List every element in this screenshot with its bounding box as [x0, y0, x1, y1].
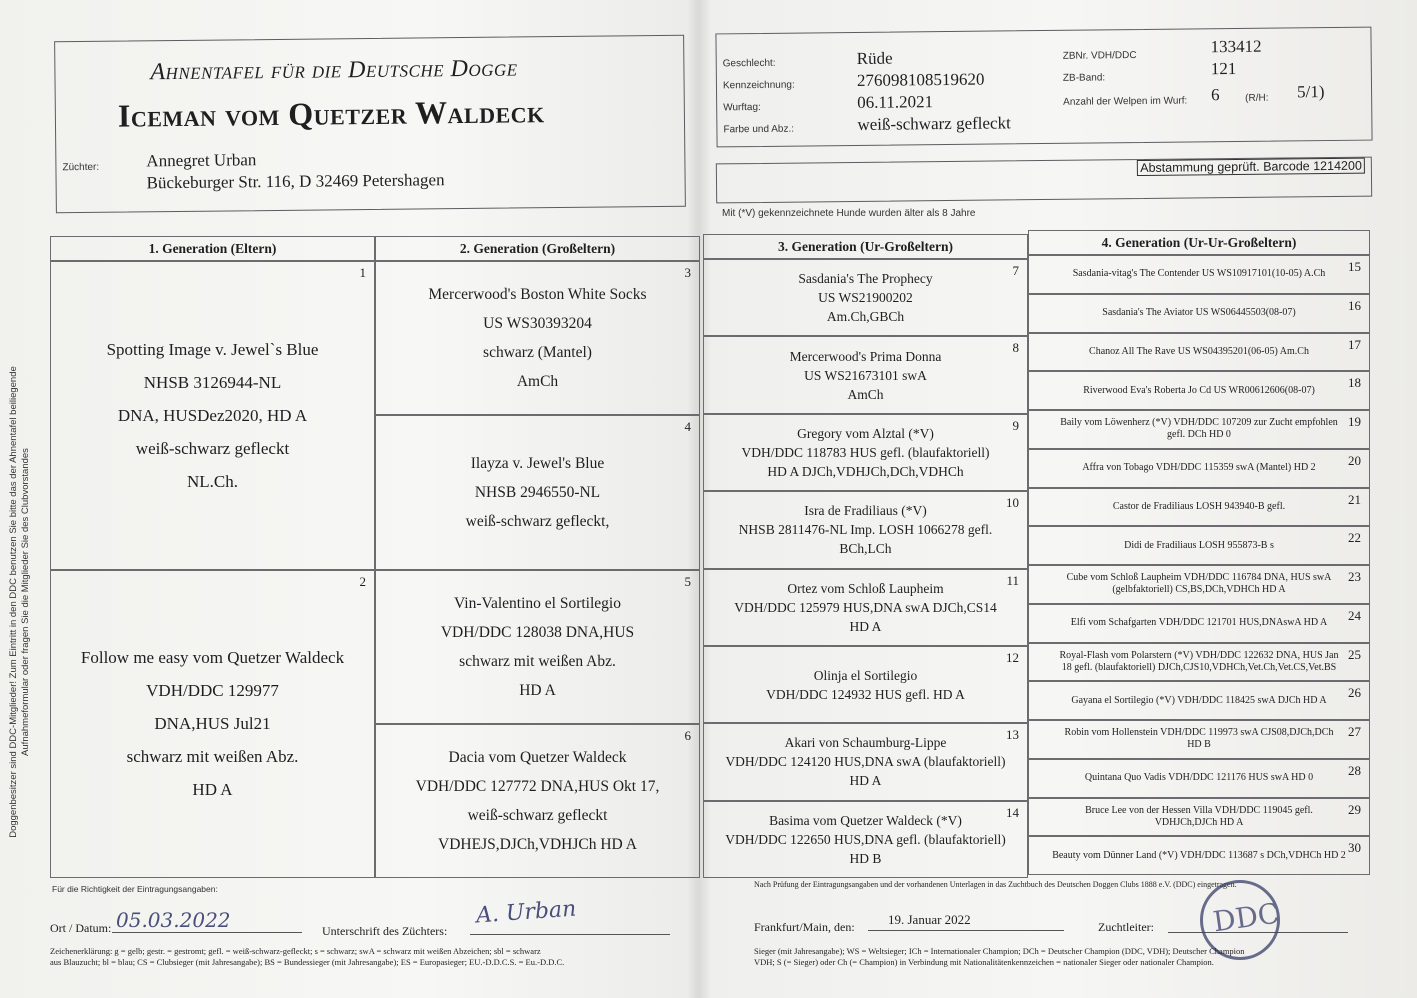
ancestor-number: 26 — [1348, 685, 1361, 701]
ancestor-detail: AmCh — [516, 373, 559, 391]
gen4-dog-18 — [1028, 371, 1370, 410]
ancestor-detail: NHSB 2946550-NL — [474, 483, 601, 501]
ancestor-detail: HD A — [519, 681, 556, 699]
legend-right — [754, 946, 1245, 968]
ancestor-detail: HD A — [849, 773, 882, 789]
side-note-line-1: Doggenbesitzer sind DDC-Mitglieder! Zum Eintritt in den DDC benutzen Sie bitte das der Ahnentafel beiliegende — [8, 366, 19, 838]
ancestor-name: Elfi vom Schafgarten VDH/DDC 121701 HUS,DNAswA HD A — [1070, 617, 1328, 629]
legend-left-line-2: aus Blauzucht; bl = blau; CS = Clubsieger (mit Jahresangabe); BS = Bundessieger (mit Jahresangabe); ES = Europasieger; EU.-D.D.C.S. = Eu.-D.D.C. — [50, 957, 565, 967]
ancestor-number: 24 — [1348, 607, 1361, 623]
ancestor-number: 20 — [1348, 452, 1361, 468]
ancestor-number: 13 — [1006, 727, 1019, 743]
gen4-dog-17 — [1028, 333, 1370, 372]
ancestor-number: 22 — [1348, 530, 1361, 546]
ancestor-detail: VDH/DDC 127772 DNA,HUS Okt 17, — [415, 777, 660, 795]
gen2-dog-3 — [375, 261, 700, 415]
ancestor-number: 5 — [684, 573, 691, 589]
header-gen2: 2. Generation (Großeltern) — [375, 236, 700, 261]
ancestor-name: Gayana el Sortilegio (*V) VDH/DDC 118425 swA DJCh HD A — [1071, 694, 1327, 706]
registry-check-note: Nach Prüfung der Eintragungsangaben und der vorhandenen Unterlagen in das Zuchtbuch des Deutschen Doggen Clubs 1888 e.V. (DDC) eingetragen. — [754, 880, 1237, 889]
gen4-dog-20 — [1028, 449, 1370, 488]
ancestor-number: 29 — [1348, 801, 1361, 817]
place-date-value: 05.03.2022 — [116, 908, 231, 932]
ancestor-detail: DNA,HUS Jul21 — [154, 714, 271, 734]
ancestor-number: 7 — [1012, 263, 1019, 278]
age-note: Mit (*V) gekennzeichnete Hunde wurden älter als 8 Jahre — [722, 208, 976, 219]
ancestor-name: Isra de Fradiliaus (*V) — [804, 503, 927, 519]
gen4-dog-26 — [1028, 681, 1370, 720]
ancestor-detail: weiß-schwarz gefleckt — [135, 438, 290, 458]
breeder-signature: A. Urban — [475, 896, 578, 929]
correctness-note: Für die Richtigkeit der Eintragungsangaben: — [52, 884, 218, 894]
zb-number-label: ZBNr. VDH/DDC — [1062, 50, 1137, 62]
gen3-dog-9 — [703, 414, 1028, 491]
ancestor-detail: HD A DJCh,VDHJCh,DCh,VDHCh — [767, 463, 964, 479]
gen2-dog-6 — [375, 724, 700, 878]
ancestor-detail: US WS21673101 swA — [804, 367, 927, 383]
ancestor-name: Gregory vom Alztal (*V) — [797, 425, 934, 441]
pups-value: 6 — [1210, 85, 1220, 105]
ancestor-name: Basima vom Quetzer Waldeck (*V) — [769, 812, 962, 828]
zb-band-label: ZB-Band: — [1062, 72, 1106, 84]
dog-name-title: Iceman vom Quetzer Waldeck — [117, 93, 545, 134]
ancestor-detail: VDH/DDC 129977 — [146, 681, 279, 701]
legend-right-line-2: VDH; S (= Sieger) oder Ch (= Champion) in Verbindung mit Nationalitätenkennzeichen = nationaler Sieger oder nationaler Champion. — [754, 957, 1214, 967]
ancestor-detail: VDH/DDC 128038 DNA,HUS — [440, 623, 635, 641]
legend-left-line-1: Zeichenerklärung: g = gelb; gestr. = gestromt; gefl. = weiß-schwarz-gefleckt; s = schwarz; swA = schwarz mit weißen Abzeichen; sbl = schwarz — [50, 946, 541, 956]
ancestor-number: 25 — [1348, 646, 1361, 662]
place-date-label: Ort / Datum: — [50, 921, 112, 935]
ancestor-name: Ilayza v. Jewel's Blue — [470, 454, 605, 472]
legend-right-line-1: Sieger (mit Jahresangabe); WS = Weltsieger; ICh = Internationaler Champion; DCh = Deutscher Champion (DDC, VDH); Deutscher Champion — [754, 946, 1245, 956]
ancestor-detail: NL.Ch. — [187, 471, 238, 491]
verification-box — [716, 157, 1372, 204]
gen3-dog-11 — [703, 569, 1028, 646]
gen2-dog-4 — [375, 415, 700, 569]
gen4-dog-25 — [1028, 643, 1370, 682]
pedigree-subtitle: Ahnentafel für die Deutsche Dogge — [150, 55, 518, 86]
ancestor-detail: HD B — [849, 850, 882, 866]
ancestor-number: 3 — [684, 265, 691, 280]
litter-date-value: 06.11.2021 — [857, 92, 934, 112]
ancestor-detail: schwarz mit weißen Abz. — [126, 747, 299, 767]
ancestor-detail: weiß-schwarz gefleckt — [467, 806, 608, 824]
pups-label: Anzahl der Welpen im Wurf: — [1063, 95, 1188, 108]
gen4-dog-15 — [1028, 255, 1370, 294]
ancestor-detail: Am.Ch,GBCh — [826, 309, 905, 325]
ancestor-detail: (gelbfaktoriell) CS,BS,DCh,VDHCh HD A — [1112, 584, 1286, 596]
gen1-dog-2 — [50, 570, 375, 879]
ancestor-number: 28 — [1348, 762, 1361, 778]
zb-band-value: 121 — [1210, 58, 1237, 79]
header-gen4: 4. Generation (Ur-Ur-Großeltern) — [1028, 230, 1370, 255]
ancestor-number: 4 — [684, 419, 691, 435]
breeding-manager-label: Zuchtleiter: — [1098, 920, 1154, 934]
ancestor-number: 16 — [1348, 297, 1361, 313]
place-date-line — [112, 932, 302, 933]
ancestor-name: Castor de Fradiliaus LOSH 943940-B gefl. — [1112, 500, 1286, 512]
ancestor-name: Sasdania's The Prophecy — [798, 271, 933, 287]
ancestor-detail: schwarz mit weißen Abz. — [459, 652, 616, 670]
gen4-dog-30 — [1028, 836, 1370, 875]
ancestor-number: 1 — [359, 265, 366, 280]
ancestor-number: 10 — [1006, 495, 1019, 511]
ancestor-name: Robin vom Hollenstein VDH/DDC 119973 swA CJS08,DJCh,DCh — [1064, 727, 1334, 739]
ancestor-number: 15 — [1348, 259, 1361, 274]
ancestor-name: Quintana Quo Vadis VDH/DDC 121176 HUS swA HD 0 — [1084, 772, 1314, 784]
ancestor-name: Olinja el Sortilegio — [813, 667, 918, 683]
gen1-dog-1 — [50, 261, 375, 570]
gen4-dog-16 — [1028, 294, 1370, 333]
ancestor-number: 6 — [684, 727, 691, 743]
chip-value: 276098108519620 — [856, 69, 985, 90]
registry-date-line — [868, 930, 1064, 931]
registry-date: 19. Januar 2022 — [888, 912, 971, 927]
gen4-dog-19 — [1028, 410, 1370, 449]
ancestor-number: 9 — [1012, 417, 1019, 433]
ancestor-name: Akari von Schaumburg-Lippe — [784, 735, 947, 751]
ancestor-detail: AmCh — [847, 386, 884, 402]
ancestor-detail: NHSB 2811476-NL Imp. LOSH 1066278 gefl. — [738, 522, 993, 538]
ancestor-name: Vin-Valentino el Sortilegio — [454, 594, 621, 612]
ancestor-name: Sasdania's The Aviator US WS06445503(08-07) — [1102, 307, 1296, 319]
title-box — [54, 35, 686, 214]
verification-stamp: Abstammung geprüft. Barcode 1214200 — [1137, 158, 1365, 176]
gen4-dog-22 — [1028, 526, 1370, 565]
breeder-signature-line — [470, 934, 670, 935]
breeder-signature-label: Unterschrift des Züchters: — [322, 924, 448, 938]
ancestor-detail: schwarz (Mantel) — [483, 344, 592, 362]
ancestor-number: 8 — [1012, 340, 1019, 356]
gen3-dog-14 — [703, 801, 1028, 878]
ancestor-detail: US WS30393204 — [483, 315, 592, 333]
ancestor-name: Cube vom Schloß Laupheim VDH/DDC 116784 DNA, HUS swA — [1066, 572, 1332, 584]
ancestor-detail: VDH/DDC 125979 HUS,DNA swA DJCh,CS14 — [734, 599, 997, 615]
ancestor-detail: HD B — [1187, 739, 1211, 751]
gen4-dog-28 — [1028, 759, 1370, 798]
ancestor-detail: VDH/DDC 124932 HUS gefl. HD A — [766, 686, 965, 702]
legend-left — [50, 946, 564, 968]
color-value: weiß-schwarz gefleckt — [857, 113, 1011, 134]
gen4-dog-27 — [1028, 720, 1370, 759]
gen4-dog-29 — [1028, 798, 1370, 837]
gen3-dog-7 — [703, 259, 1028, 336]
sex-value: Rüde — [856, 48, 893, 68]
litter-date-label: Wurftag: — [723, 101, 761, 114]
zb-number-value: 133412 — [1210, 36, 1262, 57]
ancestor-name: Spotting Image v. Jewel`s Blue — [106, 339, 319, 359]
color-label: Farbe und Abz.: — [723, 123, 795, 136]
ancestor-number: 30 — [1348, 840, 1361, 856]
ancestor-detail: VDH/DDC 118783 HUS gefl. (blaufaktoriell) — [741, 444, 990, 460]
ancestor-name: Mercerwood's Prima Donna — [789, 348, 942, 364]
ancestor-name: Baily vom Löwenherz (*V) VDH/DDC 107209 zur Zucht empfohlen — [1060, 417, 1338, 429]
ancestor-name: Chanoz All The Rave US WS04395201(06-05) Am.Ch — [1089, 345, 1309, 357]
sex-label: Geschlecht: — [722, 57, 776, 70]
ancestor-detail: VDH/DDC 124120 HUS,DNA swA (blaufaktoriell) — [725, 754, 1006, 770]
ancestor-name: Follow me easy vom Quetzer Waldeck — [80, 648, 345, 668]
ancestor-number: 19 — [1348, 414, 1361, 429]
gen3-dog-10 — [703, 491, 1028, 568]
breeder-address: Bückeburger Str. 116, D 32469 Petershagen — [146, 170, 445, 193]
gen3-dog-13 — [703, 723, 1028, 800]
ancestor-detail: gefl. DCh HD 0 — [1167, 429, 1231, 441]
ancestor-number: 23 — [1348, 569, 1361, 584]
ancestor-name: Didi de Fradiliaus LOSH 955873-B s — [1124, 539, 1274, 551]
ancestor-number: 17 — [1348, 336, 1361, 352]
gen3-dog-8 — [703, 336, 1028, 413]
gen2-dog-5 — [375, 570, 700, 724]
header-gen3: 3. Generation (Ur-Großeltern) — [703, 234, 1028, 259]
ancestor-detail: VDH/DDC 122650 HUS,DNA gefl. (blaufaktoriell) — [725, 831, 1006, 847]
ancestor-name: Mercerwood's Boston White Socks — [428, 286, 647, 304]
rh-value: 5/1) — [1296, 82, 1325, 102]
gen4-dog-23 — [1028, 565, 1370, 604]
ancestor-number: 18 — [1348, 375, 1361, 391]
ancestor-name: Beauty vom Dünner Land (*V) VDH/DDC 113687 s DCh,VDHCh HD 2 — [1052, 849, 1346, 861]
ancestor-number: 27 — [1348, 724, 1361, 739]
ancestor-name: Affra von Tobago VDH/DDC 115359 swA (Mantel) HD 2 — [1082, 462, 1316, 474]
ancestor-detail: VDHJCh,DJCh HD A — [1154, 816, 1244, 828]
ancestor-number: 11 — [1006, 572, 1019, 588]
ancestor-detail: US WS21900202 — [818, 290, 913, 306]
breeder-label: Züchter: — [62, 161, 100, 174]
ancestor-number: 2 — [359, 573, 366, 589]
rh-label: (R/H: — [1245, 92, 1269, 104]
ancestor-number: 12 — [1006, 649, 1019, 665]
breeder-name: Annegret Urban — [146, 150, 257, 171]
side-note — [8, 252, 32, 952]
ancestor-name: Bruce Lee von der Hessen Villa VDH/DDC 119045 gefl. — [1085, 804, 1313, 816]
gen4-dog-21 — [1028, 488, 1370, 527]
ancestor-name: Sasdania-vitag's The Contender US WS10917101(10-05) A.Ch — [1072, 268, 1326, 280]
ancestor-name: Riverwood Eva's Roberta Jo Cd US WR00612606(08-07) — [1083, 384, 1315, 396]
ancestor-name: Royal-Flash vom Polarstern (*V) VDH/DDC 122632 DNA, HUS Jan — [1059, 649, 1339, 661]
ancestor-detail: HD A — [192, 780, 233, 800]
ancestor-name: Dacia vom Quetzer Waldeck — [448, 748, 627, 766]
ancestor-number: 21 — [1348, 491, 1361, 507]
registry-place-label: Frankfurt/Main, den: — [754, 920, 855, 934]
ancestor-detail: HD A — [849, 618, 882, 634]
ancestor-number: 14 — [1006, 804, 1019, 820]
side-note-line-2: Aufnahmeformular oder fragen Sie die Mitglieder Sie des Clubvorstandes — [20, 448, 31, 756]
gen3-dog-12 — [703, 646, 1028, 723]
ddc-stamp-text: DDC — [1211, 896, 1282, 939]
ancestor-detail: weiß-schwarz gefleckt, — [465, 512, 610, 530]
ancestor-detail: DNA, HUSDez2020, HD A — [117, 405, 308, 425]
ancestor-detail: 18 gefl. (blaufaktoriell) DJCh,CJS10,VDHCh,Vet.Ch,Vet.CS,Vet.BS — [1061, 661, 1337, 673]
dog-info-box — [715, 27, 1372, 148]
gen4-dog-24 — [1028, 604, 1370, 643]
ancestor-detail: NHSB 3126944-NL — [143, 372, 282, 392]
header-gen1: 1. Generation (Eltern) — [50, 236, 375, 261]
ancestor-detail: VDHEJS,DJCh,VDHJCh HD A — [438, 835, 637, 853]
chip-label: Kennzeichnung: — [722, 79, 795, 92]
ancestor-name: Ortez vom Schloß Laupheim — [787, 580, 944, 596]
ancestor-detail: BCh,LCh — [839, 541, 892, 557]
